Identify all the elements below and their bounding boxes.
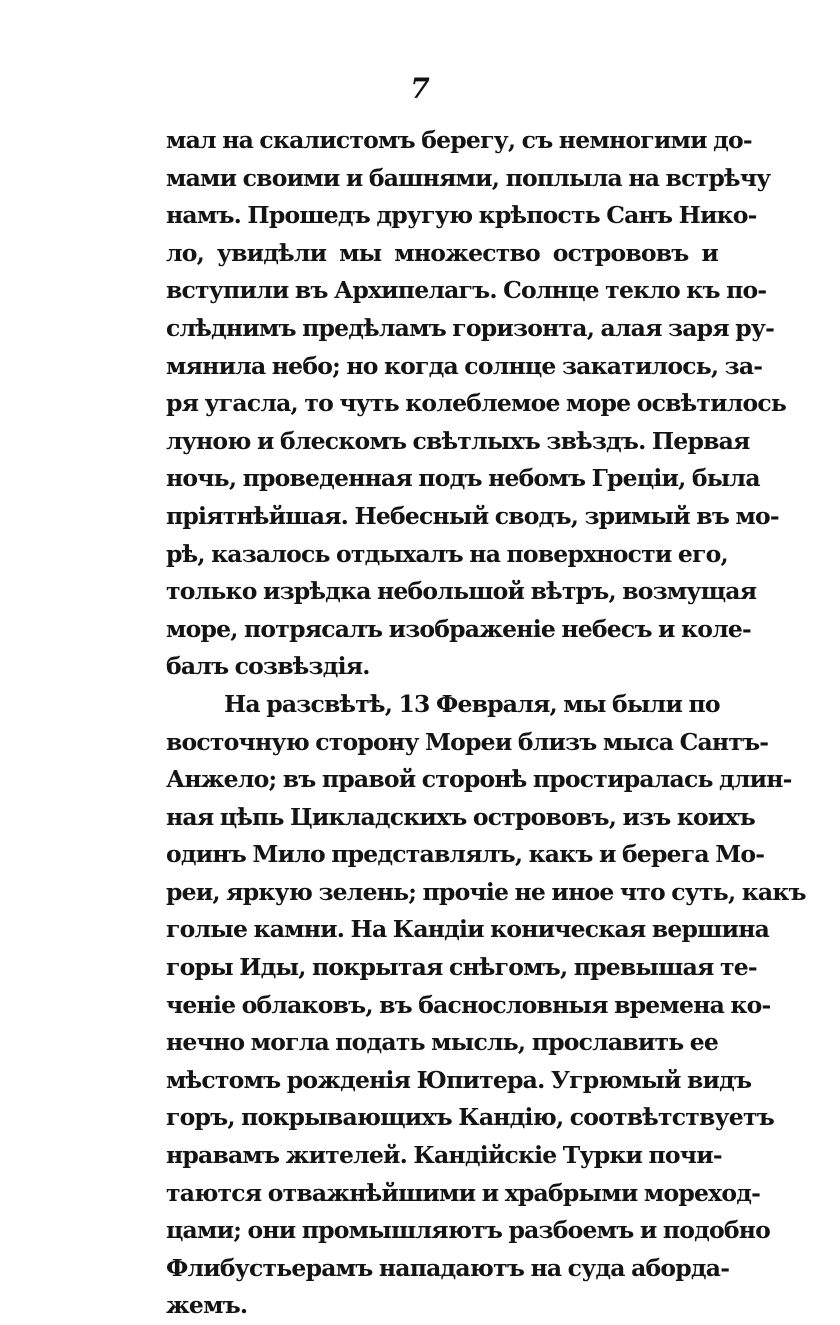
text-line: намъ. Прошедъ другую крѣпость Санъ Нико- <box>166 201 757 230</box>
body-text <box>166 122 806 1325</box>
text-line: ло, увидѣли мы множество острововъ и <box>166 238 718 267</box>
text-line: цами; они промышляютъ разбоемъ и подобно <box>166 1216 771 1245</box>
text-line: жемъ. <box>166 1291 248 1320</box>
text-line: балъ созвѣздія. <box>166 652 370 681</box>
text-line: слѣднимъ предѣламъ горизонта, алая заря ру- <box>166 313 775 342</box>
text-line: одинъ Мило представлялъ, какъ и берега Мо- <box>166 840 765 869</box>
text-line: мянила небо; но когда солнце закатилось, за- <box>166 351 763 380</box>
text-line: ная цѣпь Цикладскихъ острововъ, изъ коихъ <box>166 802 756 831</box>
text-line: голые камни. На Кандіи коническая вершина <box>166 915 770 944</box>
text-line: рѣ, казалось отдыхалъ на поверхности его, <box>166 539 728 568</box>
text-line: На разсвѣтѣ, 13 Февраля, мы были по <box>224 689 720 718</box>
text-line: ночь, проведенная подъ небомъ Греціи, была <box>166 464 760 493</box>
text-line: Флибустьерамъ нападаютъ на суда аборда- <box>166 1253 730 1282</box>
text-line: мѣстомъ рожденія Юпитера. Угрюмый видъ <box>166 1065 752 1094</box>
text-line: горъ, покрывающихъ Кандію, соотвѣтствуетъ <box>166 1103 774 1132</box>
text-line: нравамъ жителей. Кандійскіе Турки почи- <box>166 1141 722 1170</box>
text-line: море, потрясалъ изображеніе небесъ и коле- <box>166 614 751 643</box>
text-line: таются отважнѣйшими и храбрыми мореход- <box>166 1178 761 1207</box>
text-line: пріятнѣйшая. Небесный сводъ, зримый въ мо- <box>166 501 779 530</box>
text-line: мами своими и башнями, поплыла на встрѣчу <box>166 163 771 192</box>
text-line: ря угасла, то чуть колеблемое море освѣтилось <box>166 389 787 418</box>
paragraph-1 <box>166 122 787 686</box>
text-line: горы Иды, покрытая снѣгомъ, превышая те- <box>166 953 757 982</box>
text-line: нечно могла подать мысль, прославить ее <box>166 1028 719 1057</box>
text-line: луною и блескомъ свѣтлыхъ звѣздъ. Первая <box>166 426 750 455</box>
text-line: Анжело; въ правой сторонѣ простиралась длин- <box>166 765 792 794</box>
text-line: реи, яркую зелень; прочіе не иное что суть, какъ <box>166 877 806 906</box>
text-line: только изрѣдка небольшой вѣтръ, возмущая <box>166 577 757 606</box>
text-line: вступили въ Архипелагъ. Солнце текло къ по- <box>166 276 767 305</box>
text-line: мал на скалистомъ берегу, съ немногими до- <box>166 126 752 154</box>
text-line: восточную сторону Мореи близъ мыса Сантъ- <box>166 727 769 756</box>
paragraph-2 <box>166 686 806 1325</box>
text-line: ченіе облаковъ, въ баснословныя времена ко- <box>166 990 771 1019</box>
page-number: 7 <box>410 72 430 105</box>
